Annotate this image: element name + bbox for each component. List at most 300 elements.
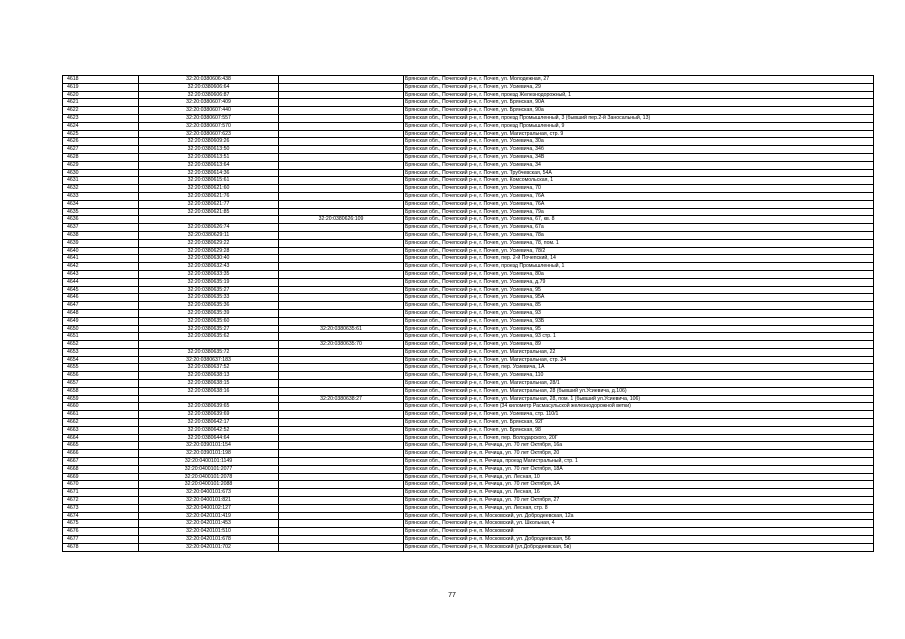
building-cadastral-number-cell bbox=[279, 270, 404, 278]
address-cell: Брянская обл., Почепский р-н, г. Почеп, ул. Усиевича, 89 bbox=[404, 341, 874, 349]
table-row bbox=[63, 465, 874, 473]
building-cadastral-number-cell bbox=[279, 177, 404, 185]
cadastral-number-cell: 32:20:0380613:50 bbox=[139, 146, 279, 154]
table-row bbox=[63, 411, 874, 419]
cadastral-number-cell bbox=[139, 395, 279, 403]
building-cadastral-number-cell bbox=[279, 473, 404, 481]
address-cell: Брянская обл., Почепский р-н, г. Почеп, ул. Усиевича, 110 bbox=[404, 372, 874, 380]
address-cell: Брянская обл., Почепский р-н, г. Почеп, ул. Усиевича, 85 bbox=[404, 302, 874, 310]
table-row bbox=[63, 309, 874, 317]
cadastral-number-cell: 32:20:0380613:51 bbox=[139, 153, 279, 161]
building-cadastral-number-cell bbox=[279, 419, 404, 427]
table-row bbox=[63, 200, 874, 208]
table-row bbox=[63, 520, 874, 528]
row-number-cell: 4625 bbox=[63, 130, 139, 138]
address-cell: Брянская обл., Почепский р-н, п. Речица, ул. 70 лет Октября, 20 bbox=[404, 450, 874, 458]
row-number-cell: 4628 bbox=[63, 153, 139, 161]
row-number-cell: 4677 bbox=[63, 536, 139, 544]
address-cell: Брянская обл., Почепский р-н, г. Почеп, ул. Магистральная, 28 (бывший ул.Усиевича, д.106) bbox=[404, 387, 874, 395]
table-row bbox=[63, 161, 874, 169]
row-number-cell: 4667 bbox=[63, 458, 139, 466]
table-row bbox=[63, 239, 874, 247]
table-row bbox=[63, 153, 874, 161]
property-table bbox=[62, 75, 874, 552]
row-number-cell: 4645 bbox=[63, 286, 139, 294]
table-row bbox=[63, 83, 874, 91]
cadastral-number-cell: 32:20:0380621:77 bbox=[139, 200, 279, 208]
table-row bbox=[63, 286, 874, 294]
row-number-cell: 4622 bbox=[63, 107, 139, 115]
row-number-cell: 4659 bbox=[63, 395, 139, 403]
table-row bbox=[63, 489, 874, 497]
building-cadastral-number-cell bbox=[279, 465, 404, 473]
address-cell: Брянская обл., Почепский р-н, г. Почеп, ул. Усиевича, 30а bbox=[404, 138, 874, 146]
table-row bbox=[63, 442, 874, 450]
table-row bbox=[63, 177, 874, 185]
address-cell: Брянская обл., Почепский р-н, п. Речица, ул. 70 лет Октября, 18А bbox=[404, 465, 874, 473]
row-number-cell: 4655 bbox=[63, 364, 139, 372]
cadastral-number-cell: 32:20:0400101:673 bbox=[139, 489, 279, 497]
cadastral-number-cell: 32:20:0420101:510 bbox=[139, 528, 279, 536]
building-cadastral-number-cell bbox=[279, 91, 404, 99]
row-number-cell: 4651 bbox=[63, 333, 139, 341]
address-cell: Брянская обл., Почепский р-н, п. Речица, ул. 70 лет Октября, 27 bbox=[404, 497, 874, 505]
row-number-cell: 4657 bbox=[63, 380, 139, 388]
address-cell: Брянская обл., Почепский р-н, г. Почеп, ул. Усиевича, 67, кв. 8 bbox=[404, 216, 874, 224]
table-row bbox=[63, 528, 874, 536]
cadastral-number-cell: 32:20:0380629:28 bbox=[139, 247, 279, 255]
table-row bbox=[63, 364, 874, 372]
cadastral-number-cell: 32:20:0380606:87 bbox=[139, 91, 279, 99]
building-cadastral-number-cell bbox=[279, 114, 404, 122]
cadastral-number-cell: 32:20:0400102:127 bbox=[139, 504, 279, 512]
address-cell: Брянская обл., Почепский р-н, п. Московский bbox=[404, 528, 874, 536]
building-cadastral-number-cell bbox=[279, 302, 404, 310]
building-cadastral-number-cell bbox=[279, 309, 404, 317]
row-number-cell: 4648 bbox=[63, 309, 139, 317]
table-row bbox=[63, 497, 874, 505]
address-cell: Брянская обл., Почепский р-н, г. Почеп, ул. Брянская, 98 bbox=[404, 426, 874, 434]
table-row bbox=[63, 185, 874, 193]
address-cell: Брянская обл., Почепский р-н, г. Почеп, ул. Усиевича, 95А bbox=[404, 294, 874, 302]
table-row bbox=[63, 138, 874, 146]
address-cell: Брянская обл., Почепский р-н, г. Почеп, ул. Брянская, 90А bbox=[404, 99, 874, 107]
table-row bbox=[63, 99, 874, 107]
row-number-cell: 4663 bbox=[63, 426, 139, 434]
cadastral-number-cell: 32:20:0380606:438 bbox=[139, 76, 279, 84]
row-number-cell: 4652 bbox=[63, 341, 139, 349]
building-cadastral-number-cell bbox=[279, 200, 404, 208]
cadastral-number-cell: 32:20:0380629:11 bbox=[139, 231, 279, 239]
cadastral-number-cell bbox=[139, 341, 279, 349]
building-cadastral-number-cell bbox=[279, 153, 404, 161]
row-number-cell: 4669 bbox=[63, 473, 139, 481]
cadastral-number-cell: 32:20:0380607:623 bbox=[139, 130, 279, 138]
cadastral-number-cell: 32:20:0380638:16 bbox=[139, 387, 279, 395]
table-row bbox=[63, 387, 874, 395]
cadastral-number-cell: 32:20:0380607:557 bbox=[139, 114, 279, 122]
cadastral-number-cell: 32:20:0380637:52 bbox=[139, 364, 279, 372]
building-cadastral-number-cell bbox=[279, 372, 404, 380]
address-cell: Брянская обл., Почепский р-н, п. Речица, проезд Магистральный, стр. 1 bbox=[404, 458, 874, 466]
address-cell: Брянская обл., Почепский р-н, г. Почеп, ул. Комсомольская, 1 bbox=[404, 177, 874, 185]
address-cell: Брянская обл., Почепский р-н, г. Почеп, ул. Усиевича, 80а bbox=[404, 270, 874, 278]
row-number-cell: 4660 bbox=[63, 403, 139, 411]
row-number-cell: 4654 bbox=[63, 356, 139, 364]
row-number-cell: 4618 bbox=[63, 76, 139, 84]
table-row bbox=[63, 91, 874, 99]
cadastral-number-cell: 32:20:0380635:39 bbox=[139, 309, 279, 317]
cadastral-number-cell: 32:20:0380609:26 bbox=[139, 138, 279, 146]
table-row bbox=[63, 231, 874, 239]
row-number-cell: 4635 bbox=[63, 208, 139, 216]
row-number-cell: 4670 bbox=[63, 481, 139, 489]
address-cell: Брянская обл., Почепский р-н, п. Московский (ул.Добродеевская, 5в) bbox=[404, 543, 874, 551]
address-cell: Брянская обл., Почепский р-н, г. Почеп, ул. Усиевича, д.79 bbox=[404, 278, 874, 286]
row-number-cell: 4650 bbox=[63, 325, 139, 333]
cadastral-number-cell bbox=[139, 216, 279, 224]
row-number-cell: 4634 bbox=[63, 200, 139, 208]
building-cadastral-number-cell bbox=[279, 387, 404, 395]
table-row bbox=[63, 356, 874, 364]
row-number-cell: 4665 bbox=[63, 442, 139, 450]
building-cadastral-number-cell: 32:20:0380635:61 bbox=[279, 325, 404, 333]
address-cell: Брянская обл., Почепский р-н, г. Почеп, ул. Усиевича, 78/2 bbox=[404, 247, 874, 255]
row-number-cell: 4644 bbox=[63, 278, 139, 286]
building-cadastral-number-cell bbox=[279, 458, 404, 466]
cadastral-number-cell: 32:20:0380642:52 bbox=[139, 426, 279, 434]
table-row bbox=[63, 504, 874, 512]
row-number-cell: 4642 bbox=[63, 263, 139, 271]
address-cell: Брянская обл., Почепский р-н, г. Почеп, ул. Усиевича, 29 bbox=[404, 83, 874, 91]
address-cell: Брянская обл., Почепский р-н, г. Почеп, ул. Брянская, 92Г bbox=[404, 419, 874, 427]
table-row bbox=[63, 278, 874, 286]
table-row bbox=[63, 146, 874, 154]
building-cadastral-number-cell bbox=[279, 543, 404, 551]
address-cell: Брянская обл., Почепский р-н, г. Почеп, ул. Трубчевская, 54А bbox=[404, 169, 874, 177]
building-cadastral-number-cell bbox=[279, 497, 404, 505]
cadastral-number-cell: 32:20:0380637:183 bbox=[139, 356, 279, 364]
cadastral-number-cell: 32:20:0400101:2078 bbox=[139, 473, 279, 481]
address-cell: Брянская обл., Почепский р-н, г. Почеп, ул. Усиевича, 93Б bbox=[404, 317, 874, 325]
cadastral-number-cell: 32:20:0380621:60 bbox=[139, 185, 279, 193]
cadastral-number-cell: 32:20:0380614:36 bbox=[139, 169, 279, 177]
building-cadastral-number-cell bbox=[279, 239, 404, 247]
address-cell: Брянская обл., Почепский р-н, г. Почеп, проезд Промышленный, 9 bbox=[404, 122, 874, 130]
address-cell: Брянская обл., Почепский р-н, г. Почеп, ул. Усиевича, 70 bbox=[404, 185, 874, 193]
building-cadastral-number-cell bbox=[279, 224, 404, 232]
row-number-cell: 4673 bbox=[63, 504, 139, 512]
building-cadastral-number-cell bbox=[279, 481, 404, 489]
building-cadastral-number-cell bbox=[279, 333, 404, 341]
address-cell: Брянская обл., Почепский р-н, г. Почеп, ул. Усиевича, 34 bbox=[404, 161, 874, 169]
cadastral-number-cell: 32:20:0380639:65 bbox=[139, 403, 279, 411]
table-row bbox=[63, 458, 874, 466]
table-row bbox=[63, 512, 874, 520]
address-cell: Брянская обл., Почепский р-н, г. Почеп, ул. Усиевича, 93 стр. 1 bbox=[404, 333, 874, 341]
cadastral-number-cell: 32:20:0400101:821 bbox=[139, 497, 279, 505]
table-row bbox=[63, 76, 874, 84]
row-number-cell: 4643 bbox=[63, 270, 139, 278]
address-cell: Брянская обл., Почепский р-н, г. Почеп, проезд Промышленный, 3 (бывший пер.2-й Заносальный, 13) bbox=[404, 114, 874, 122]
building-cadastral-number-cell bbox=[279, 161, 404, 169]
address-cell: Брянская обл., Почепский р-н, п. Речица, ул. 70 лет Октября, 16а bbox=[404, 442, 874, 450]
address-cell: Брянская обл., Почепский р-н, п. Московский, ул. Добродеевская, 12а bbox=[404, 512, 874, 520]
row-number-cell: 4661 bbox=[63, 411, 139, 419]
row-number-cell: 4671 bbox=[63, 489, 139, 497]
address-cell: Брянская обл., Почепский р-н, г. Почеп, проезд Промышленный, 1 bbox=[404, 263, 874, 271]
address-cell: Брянская обл., Почепский р-н, г. Почеп, ул. Усиевича, 95 bbox=[404, 325, 874, 333]
address-cell: Брянская обл., Почепский р-н, п. Московский, ул. Школьная, 4 bbox=[404, 520, 874, 528]
table-row bbox=[63, 192, 874, 200]
cadastral-number-cell: 32:20:0380621:85 bbox=[139, 208, 279, 216]
building-cadastral-number-cell: 32:20:0380626:109 bbox=[279, 216, 404, 224]
building-cadastral-number-cell bbox=[279, 434, 404, 442]
table-row bbox=[63, 224, 874, 232]
cadastral-number-cell: 32:20:0400101:2088 bbox=[139, 481, 279, 489]
page-number: 77 bbox=[448, 592, 456, 599]
row-number-cell: 4658 bbox=[63, 387, 139, 395]
row-number-cell: 4641 bbox=[63, 255, 139, 263]
address-cell: Брянская обл., Почепский р-н, г. Почеп, ул. Усиевича, 78а bbox=[404, 231, 874, 239]
table-row bbox=[63, 317, 874, 325]
address-cell: Брянская обл., Почепский р-н, г. Почеп, пер. 2-й Почепский, 14 bbox=[404, 255, 874, 263]
building-cadastral-number-cell bbox=[279, 356, 404, 364]
row-number-cell: 4640 bbox=[63, 247, 139, 255]
row-number-cell: 4639 bbox=[63, 239, 139, 247]
row-number-cell: 4637 bbox=[63, 224, 139, 232]
cadastral-number-cell: 32:20:0380613:64 bbox=[139, 161, 279, 169]
building-cadastral-number-cell bbox=[279, 99, 404, 107]
row-number-cell: 4674 bbox=[63, 512, 139, 520]
table-row bbox=[63, 216, 874, 224]
building-cadastral-number-cell bbox=[279, 286, 404, 294]
building-cadastral-number-cell bbox=[279, 146, 404, 154]
building-cadastral-number-cell bbox=[279, 426, 404, 434]
building-cadastral-number-cell bbox=[279, 317, 404, 325]
address-cell: Брянская обл., Почепский р-н, п. Речица, ул. Лесная, 10 bbox=[404, 473, 874, 481]
table-row bbox=[63, 130, 874, 138]
table-row bbox=[63, 481, 874, 489]
building-cadastral-number-cell bbox=[279, 130, 404, 138]
cadastral-number-cell: 32:20:0380635:33 bbox=[139, 294, 279, 302]
cadastral-number-cell: 32:20:0400101:1149 bbox=[139, 458, 279, 466]
row-number-cell: 4620 bbox=[63, 91, 139, 99]
row-number-cell: 4653 bbox=[63, 348, 139, 356]
building-cadastral-number-cell: 32:20:0380635:70 bbox=[279, 341, 404, 349]
building-cadastral-number-cell bbox=[279, 489, 404, 497]
address-cell: Брянская обл., Почепский р-н, г. Почеп, пер. Усиевича, 1А bbox=[404, 364, 874, 372]
row-number-cell: 4678 bbox=[63, 543, 139, 551]
cadastral-number-cell: 32:20:0380626:74 bbox=[139, 224, 279, 232]
cadastral-number-cell: 32:20:0380642:17 bbox=[139, 419, 279, 427]
row-number-cell: 4676 bbox=[63, 528, 139, 536]
row-number-cell: 4647 bbox=[63, 302, 139, 310]
address-cell: Брянская обл., Почепский р-н, г. Почеп, ул. Усиевича, 93 bbox=[404, 309, 874, 317]
address-cell: Брянская обл., Почепский р-н, г. Почеп, ул. Усиевича, 76А bbox=[404, 200, 874, 208]
table-row bbox=[63, 122, 874, 130]
row-number-cell: 4629 bbox=[63, 161, 139, 169]
address-cell: Брянская обл., Почепский р-н, г. Почеп, ул. Усиевича, 78, пом. 1 bbox=[404, 239, 874, 247]
row-number-cell: 4638 bbox=[63, 231, 139, 239]
row-number-cell: 4621 bbox=[63, 99, 139, 107]
address-cell: Брянская обл., Почепский р-н, г. Почеп, ул. Усиевича, 76А bbox=[404, 192, 874, 200]
cadastral-number-cell: 32:20:0380607:570 bbox=[139, 122, 279, 130]
row-number-cell: 4662 bbox=[63, 419, 139, 427]
cadastral-number-cell: 32:20:0380635:19 bbox=[139, 278, 279, 286]
cadastral-number-cell: 32:20:0420101:678 bbox=[139, 536, 279, 544]
row-number-cell: 4664 bbox=[63, 434, 139, 442]
table-row bbox=[63, 341, 874, 349]
cadastral-number-cell: 32:20:0380629:22 bbox=[139, 239, 279, 247]
building-cadastral-number-cell bbox=[279, 107, 404, 115]
address-cell: Брянская обл., Почепский р-н, г. Почеп, ул. Усиевича, 34б bbox=[404, 146, 874, 154]
building-cadastral-number-cell bbox=[279, 208, 404, 216]
cadastral-number-cell: 32:20:0420101:453 bbox=[139, 520, 279, 528]
table-row bbox=[63, 380, 874, 388]
row-number-cell: 4623 bbox=[63, 114, 139, 122]
cadastral-number-cell: 32:20:0380621:76 bbox=[139, 192, 279, 200]
cadastral-number-cell: 32:20:0380633:35 bbox=[139, 270, 279, 278]
address-cell: Брянская обл., Почепский р-н, г. Почеп, ул. Усиевича, 67а bbox=[404, 224, 874, 232]
table-row bbox=[63, 107, 874, 115]
address-cell: Брянская обл., Почепский р-н, г. Почеп, пер. Володарского, 20Г bbox=[404, 434, 874, 442]
cadastral-number-cell: 32:20:0380635:27 bbox=[139, 325, 279, 333]
table-row bbox=[63, 473, 874, 481]
address-cell: Брянская обл., Почепский р-н, г. Почеп, ул. Усиевича, 79а bbox=[404, 208, 874, 216]
address-cell: Брянская обл., Почепский р-н, г. Почеп, ул. Усиевича, 95 bbox=[404, 286, 874, 294]
building-cadastral-number-cell bbox=[279, 192, 404, 200]
table-row bbox=[63, 302, 874, 310]
cadastral-number-cell: 32:20:0420101:419 bbox=[139, 512, 279, 520]
row-number-cell: 4649 bbox=[63, 317, 139, 325]
building-cadastral-number-cell bbox=[279, 512, 404, 520]
building-cadastral-number-cell bbox=[279, 294, 404, 302]
row-number-cell: 4631 bbox=[63, 177, 139, 185]
cadastral-number-cell: 32:20:0380607:409 bbox=[139, 99, 279, 107]
table-row bbox=[63, 294, 874, 302]
building-cadastral-number-cell bbox=[279, 504, 404, 512]
row-number-cell: 4630 bbox=[63, 169, 139, 177]
building-cadastral-number-cell bbox=[279, 122, 404, 130]
cadastral-number-cell: 32:20:0380638:15 bbox=[139, 380, 279, 388]
table-row bbox=[63, 403, 874, 411]
address-cell: Брянская обл., Почепский р-н, п. Речица, ул. Лесная, 16 bbox=[404, 489, 874, 497]
table-row bbox=[63, 348, 874, 356]
row-number-cell: 4626 bbox=[63, 138, 139, 146]
building-cadastral-number-cell bbox=[279, 231, 404, 239]
cadastral-number-cell: 32:20:0380635:72 bbox=[139, 348, 279, 356]
address-cell: Брянская обл., Почепский р-н, г. Почеп, проезд Железнодорожный, 1 bbox=[404, 91, 874, 99]
table-row bbox=[63, 114, 874, 122]
address-cell: Брянская обл., Почепский р-н, п. Московский, ул. Добродеевская, 56 bbox=[404, 536, 874, 544]
address-cell: Брянская обл., Почепский р-н, г. Почеп, ул. Магистральная, 28/1 bbox=[404, 380, 874, 388]
cadastral-number-cell: 32:20:0380639:69 bbox=[139, 411, 279, 419]
table-row bbox=[63, 208, 874, 216]
address-cell: Брянская обл., Почепский р-н, г. Почеп, ул. Усиевича, 34В bbox=[404, 153, 874, 161]
address-cell: Брянская обл., Почепский р-н, г. Почеп (34 километр Расмасульской железнодорожной ветки) bbox=[404, 403, 874, 411]
address-cell: Брянская обл., Почепский р-н, г. Почеп, ул. Брянская, 90а bbox=[404, 107, 874, 115]
address-cell: Брянская обл., Почепский р-н, г. Почеп, ул. Магистральная, стр. 9 bbox=[404, 130, 874, 138]
table-row bbox=[63, 270, 874, 278]
building-cadastral-number-cell bbox=[279, 169, 404, 177]
table-row bbox=[63, 426, 874, 434]
row-number-cell: 4672 bbox=[63, 497, 139, 505]
table-row bbox=[63, 395, 874, 403]
property-table-body bbox=[63, 76, 874, 552]
cadastral-number-cell: 32:20:0420101:702 bbox=[139, 543, 279, 551]
building-cadastral-number-cell bbox=[279, 403, 404, 411]
row-number-cell: 4619 bbox=[63, 83, 139, 91]
table-row bbox=[63, 247, 874, 255]
building-cadastral-number-cell bbox=[279, 76, 404, 84]
cadastral-number-cell: 32:20:0380607:440 bbox=[139, 107, 279, 115]
table-row bbox=[63, 169, 874, 177]
row-number-cell: 4668 bbox=[63, 465, 139, 473]
building-cadastral-number-cell bbox=[279, 255, 404, 263]
row-number-cell: 4666 bbox=[63, 450, 139, 458]
table-row bbox=[63, 536, 874, 544]
cadastral-number-cell: 32:20:0380638:13 bbox=[139, 372, 279, 380]
address-cell: Брянская обл., Почепский р-н, п. Речица, ул. 70 лет Октября, 3А bbox=[404, 481, 874, 489]
address-cell: Брянская обл., Почепский р-н, г. Почеп, ул. Магистральная, стр. 24 bbox=[404, 356, 874, 364]
address-cell: Брянская обл., Почепский р-н, г. Почеп, ул. Усиевича, стр. 110/1 bbox=[404, 411, 874, 419]
building-cadastral-number-cell bbox=[279, 536, 404, 544]
address-cell: Брянская обл., Почепский р-н, п. Речица, ул. Лесная, стр. 8 bbox=[404, 504, 874, 512]
cadastral-number-cell: 32:20:0390101:154 bbox=[139, 442, 279, 450]
table-row bbox=[63, 543, 874, 551]
building-cadastral-number-cell bbox=[279, 185, 404, 193]
building-cadastral-number-cell bbox=[279, 520, 404, 528]
building-cadastral-number-cell bbox=[279, 138, 404, 146]
row-number-cell: 4627 bbox=[63, 146, 139, 154]
address-cell: Брянская обл., Почепский р-н, г. Почеп, ул. Магистральная, 22 bbox=[404, 348, 874, 356]
row-number-cell: 4636 bbox=[63, 216, 139, 224]
address-cell: Брянская обл., Почепский р-н, г. Почеп, ул. Молодежная, 27 bbox=[404, 76, 874, 84]
building-cadastral-number-cell bbox=[279, 278, 404, 286]
table-row bbox=[63, 263, 874, 271]
building-cadastral-number-cell: 32:20:0380638:27 bbox=[279, 395, 404, 403]
table-row bbox=[63, 325, 874, 333]
building-cadastral-number-cell bbox=[279, 528, 404, 536]
building-cadastral-number-cell bbox=[279, 263, 404, 271]
building-cadastral-number-cell bbox=[279, 411, 404, 419]
cadastral-number-cell: 32:20:0380635:36 bbox=[139, 302, 279, 310]
row-number-cell: 4646 bbox=[63, 294, 139, 302]
cadastral-number-cell: 32:20:0390101:198 bbox=[139, 450, 279, 458]
building-cadastral-number-cell bbox=[279, 442, 404, 450]
cadastral-number-cell: 32:20:0380630:40 bbox=[139, 255, 279, 263]
table-row bbox=[63, 434, 874, 442]
cadastral-number-cell: 32:20:0380615:61 bbox=[139, 177, 279, 185]
cadastral-number-cell: 32:20:0400101:2077 bbox=[139, 465, 279, 473]
cadastral-number-cell: 32:20:0380644:64 bbox=[139, 434, 279, 442]
cadastral-number-cell: 32:20:0380635:27 bbox=[139, 286, 279, 294]
building-cadastral-number-cell bbox=[279, 83, 404, 91]
building-cadastral-number-cell bbox=[279, 450, 404, 458]
table-row bbox=[63, 450, 874, 458]
building-cadastral-number-cell bbox=[279, 364, 404, 372]
table-row bbox=[63, 255, 874, 263]
cadastral-number-cell: 32:20:0380606:64 bbox=[139, 83, 279, 91]
building-cadastral-number-cell bbox=[279, 247, 404, 255]
cadastral-number-cell: 32:20:0380635:62 bbox=[139, 333, 279, 341]
building-cadastral-number-cell bbox=[279, 380, 404, 388]
row-number-cell: 4624 bbox=[63, 122, 139, 130]
building-cadastral-number-cell bbox=[279, 348, 404, 356]
table-row bbox=[63, 372, 874, 380]
cadastral-number-cell: 32:20:0380632:43 bbox=[139, 263, 279, 271]
